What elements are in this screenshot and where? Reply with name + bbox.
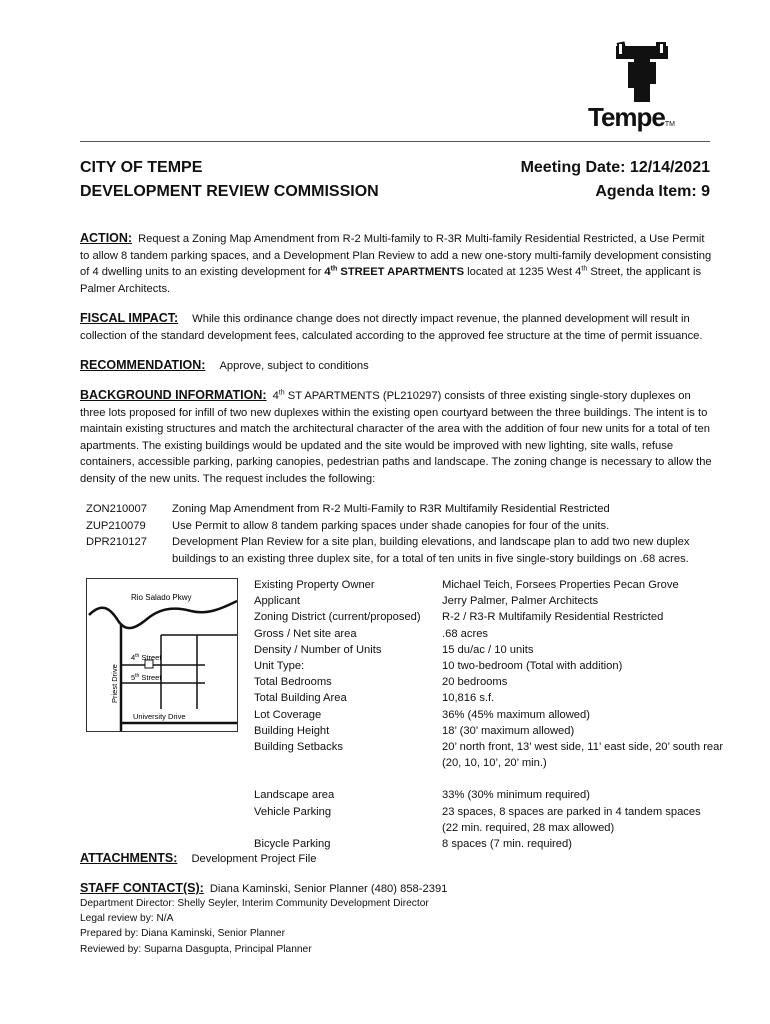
agenda-item: Agenda Item: 9 <box>595 183 710 200</box>
vicinity-map <box>86 578 238 732</box>
vicinity-map-drawing <box>87 579 237 731</box>
university-drive-label: University Drive <box>133 712 186 721</box>
staff-contact-text: Diana Kaminski, Senior Planner (480) 858-2391 <box>209 883 448 895</box>
request-desc: Zoning Map Amendment from R-2 Multi-Family to R3R Multifamily Residential Restricted <box>172 503 610 515</box>
department-director: Department Director: Shelly Seyler, Interim Community Development Director <box>80 898 429 909</box>
list-item <box>86 501 706 518</box>
priest-drive-label: Priest Drive <box>110 664 119 703</box>
table-row: Density / Number of Units 15 du/ac / 10 units <box>254 643 534 656</box>
request-desc: Development Plan Review for a site plan, building elevations, and landscape plan to add two new duplex buildings to an existing three duplex site, for a total of ten units in five single-story buildings on .68 acres. <box>172 536 690 565</box>
fourth-street-label: 4th Street <box>131 653 162 662</box>
header-left <box>80 156 379 204</box>
background-label: BACKGROUND INFORMATION: <box>80 388 267 402</box>
fifth-street-label: 5th Street <box>131 673 162 682</box>
tempe-t-mark-icon <box>588 40 700 104</box>
table-row: Vehicle Parking 23 spaces, 8 spaces are parked in 4 tandem spaces <box>254 805 701 818</box>
table-row <box>254 771 724 787</box>
staff-contact-label: STAFF CONTACT(S): <box>80 881 204 895</box>
table-row: Lot Coverage 36% (45% maximum allowed) <box>254 708 590 721</box>
table-row: Existing Property Owner Michael Teich, Forsees Properties Pecan Grove <box>254 579 679 591</box>
fiscal-section <box>80 310 712 344</box>
request-code: ZON210007 <box>86 503 147 515</box>
table-row: Bicycle Parking 8 spaces (7 min. required) <box>254 838 572 851</box>
action-text-3: Street, the applicant is Palmer Architects. <box>80 266 702 295</box>
table-row: Building Setbacks 20’ north front, 13’ west side, 11’ east side, 20’ south rear <box>254 741 724 754</box>
table-row: (22 min. required, 28 max allowed) <box>442 821 615 834</box>
request-desc: Use Permit to allow 8 tandem parking spaces under shade canopies for four of the units. <box>172 519 610 532</box>
staff-contact-section <box>80 880 712 898</box>
staff-details <box>80 896 429 957</box>
project-name: 4th STREET APARTMENTS <box>324 265 465 279</box>
header-rule <box>80 141 710 142</box>
commission-name: DEVELOPMENT REVIEW COMMISSION <box>80 183 379 200</box>
recommendation-text: Approve, subject to conditions <box>219 360 369 372</box>
request-code: DPR210127 <box>86 536 147 549</box>
attachments-label: ATTACHMENTS: <box>80 851 178 865</box>
list-item <box>86 518 706 535</box>
legal-review: Legal review by: N/A <box>80 913 174 925</box>
table-row: Building Height 18’ (30’ maximum allowed) <box>254 724 575 737</box>
project-facts <box>254 577 724 852</box>
attachments-section <box>80 850 712 868</box>
logo-trademark: TM <box>664 121 675 128</box>
action-section: ACTION: Request a Zoning Map Amendment from R-2 Multi-family to R-3R Multi-family Residential Restricted, a Use Permit to allow 8 tandem parking spaces, and a Development Plan Review to add a new one-story multi-family development consisting of 4 dwelling units to an existing development for 4th STREET APARTMENTS located at 1235 West 4th Street, the applicant is Palmer Architects. <box>80 231 712 295</box>
fiscal-text: While this ordinance change does not directly impact revenue, the planned development will result in collection of the standard development fees, calculated according to the approved fee structure at the time of permit issuance. <box>80 313 703 342</box>
tempe-logo <box>588 40 700 136</box>
table-row: Gross / Net site area .68 acres <box>254 627 489 640</box>
background-text: ST APARTMENTS (PL210297) consists of three existing single-story duplexes on three lots proposed for infill of two new duplexes within the existing open courtyard between the three buildings. The intent is to maintain existing structures and match the architectural character of the area with the addition of four new units for a total of ten apartments. The existing buildings would be updated and the site would be improved with new lighting, site walls, refuse containers, accessible parking, parking canopies, pedestrian paths and landscape. The zoning change is necessary to allow the density of the new units. The request includes the following: <box>80 390 712 485</box>
table-row: Total Bedrooms 20 bedrooms <box>254 676 508 689</box>
table-row: Total Building Area 10,816 s.f. <box>254 692 495 705</box>
table-row: (20, 10, 10’, 20’ min.) <box>442 757 547 770</box>
action-text-1: Request a Zoning Map Amendment from R-2 Multi-family to R-3R Multi-family Residential Restricted, a Use Permit to allow 8 tandem parking spaces, and a Development Plan Review to add a new one-story multi-family development consisting of 4 dwelling units to an existing development for <box>80 233 712 279</box>
recommendation-label: RECOMMENDATION: <box>80 358 206 372</box>
action-text-2: located at 1235 West 4 <box>464 266 582 279</box>
header-right <box>521 156 710 204</box>
background-section: BACKGROUND INFORMATION: 4th ST APARTMENTS (PL210297) consists of three existing single-story duplexes on three lots proposed for infill of two new duplexes within the existing open courtyard between the three buildings. The intent is to maintain existing structures and match the architectural character of the area with the addition of four new units for a total of ten apartments. The existing buildings would be updated and the site would be improved with new lighting, site walls, refuse containers, accessible parking, parking canopies, pedestrian paths and landscape. The zoning change is necessary to allow the density of the new units. The request includes the following: <box>80 388 712 485</box>
fiscal-label: FISCAL IMPACT: <box>80 311 179 325</box>
reviewed-by: Reviewed by: Suparna Dasgupta, Principal Planner <box>80 943 312 955</box>
attachments-text: Development Project File <box>191 853 317 865</box>
list-item <box>86 534 706 567</box>
table-row: Landscape area 33% (30% minimum required) <box>254 789 590 802</box>
recommendation-section <box>80 357 712 375</box>
action-label: ACTION: <box>80 231 133 245</box>
table-row: Unit Type: 10 two-bedroom (Total with addition) <box>254 660 623 673</box>
table-row: Applicant Jerry Palmer, Palmer Architects <box>254 595 599 608</box>
org-name: CITY OF TEMPE <box>80 159 203 176</box>
table-row: Zoning District (current/proposed) R-2 / R3-R Multifamily Residential Restricted <box>254 611 664 624</box>
prepared-by: Prepared by: Diana Kaminski, Senior Planner <box>80 928 285 940</box>
rio-salado-label: Rio Salado Pkwy <box>131 593 192 602</box>
request-code: ZUP210079 <box>86 519 146 532</box>
logo-wordmark: Tempe <box>588 102 665 132</box>
request-list <box>86 501 706 567</box>
meeting-date: Meeting Date: 12/14/2021 <box>520 159 710 176</box>
rio-salado-road <box>89 601 237 628</box>
